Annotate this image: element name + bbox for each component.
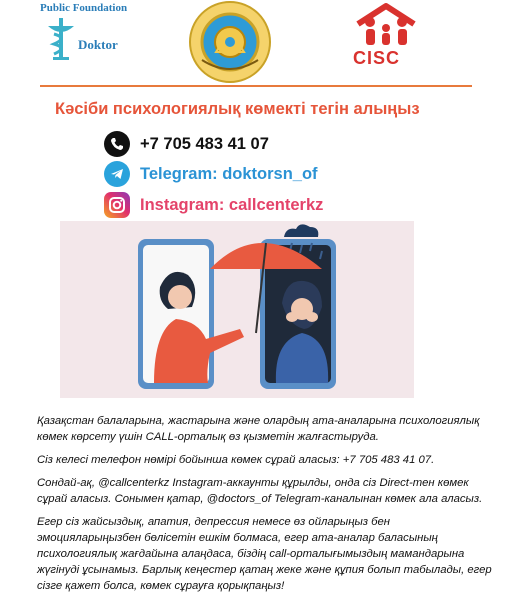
paragraph: Сондай-ақ, @callcenterkz Instagram-аккаунты құрылды, онда сіз Direct-тен көмек сұрай аласыз. Сонымен қатар, @doctors_of Telegram-каналынан көмек ала аласыз. [37,477,483,505]
contact-phone[interactable] [104,130,269,158]
seal-emblem-icon [188,0,272,84]
contact-telegram-text: Telegram: doktorsn_of [140,164,318,183]
telegram-icon [104,161,130,187]
public-foundation-doktor-logo [38,2,148,66]
contact-telegram[interactable] [104,160,318,188]
paragraph: Қазақстан балаларына, жастарына және олардың ата-аналарына психологиялық көмек көрсету үшін CALL-орталық өз қызметін жалғастыруда. [37,415,480,443]
phone-icon [104,131,130,157]
logo-doktor-label: Doktor [78,37,118,52]
instagram-icon [104,192,130,218]
header-divider [40,85,472,87]
headline: Кәсіби психологиялық көмекті тегін алыңыз [55,100,420,118]
cisc-logo [352,2,420,74]
umbrella-support-illustration [60,221,414,398]
contact-phone-text: +7 705 483 41 07 [140,134,269,153]
contact-instagram[interactable] [104,191,323,219]
medical-snake-bowl-icon [44,16,78,64]
paragraph: Егер сіз жайсыздық, апатия, депрессия немесе өз ойларыңыз бен эмоцияларыңызбен бөлісетін ешкім болмаса, егер ата-аналар баласының психологиялық жағдайына алаңдаса, біздің call-орталығымыздың мамандарына жүгінуді ұсынамыз. Барлық кеңестер қатаң жеке және құпия болып табылады, егер сізге қажет болса, көмек сұрауға қорықпаңыз! [37,516,492,592]
body-text [37,413,497,601]
paragraph: Сіз келесі телефон нөмірі бойынша көмек сұрай аласыз: +7 705 483 41 07. [37,454,435,466]
cisc-logo-label: CISC [353,48,401,68]
logo-foundation-label: Public Foundation [40,2,128,14]
contact-instagram-text: Instagram: callcenterkz [140,195,324,214]
ministry-seal [188,0,272,84]
support-illustration [60,221,414,398]
house-family-icon [352,2,420,48]
